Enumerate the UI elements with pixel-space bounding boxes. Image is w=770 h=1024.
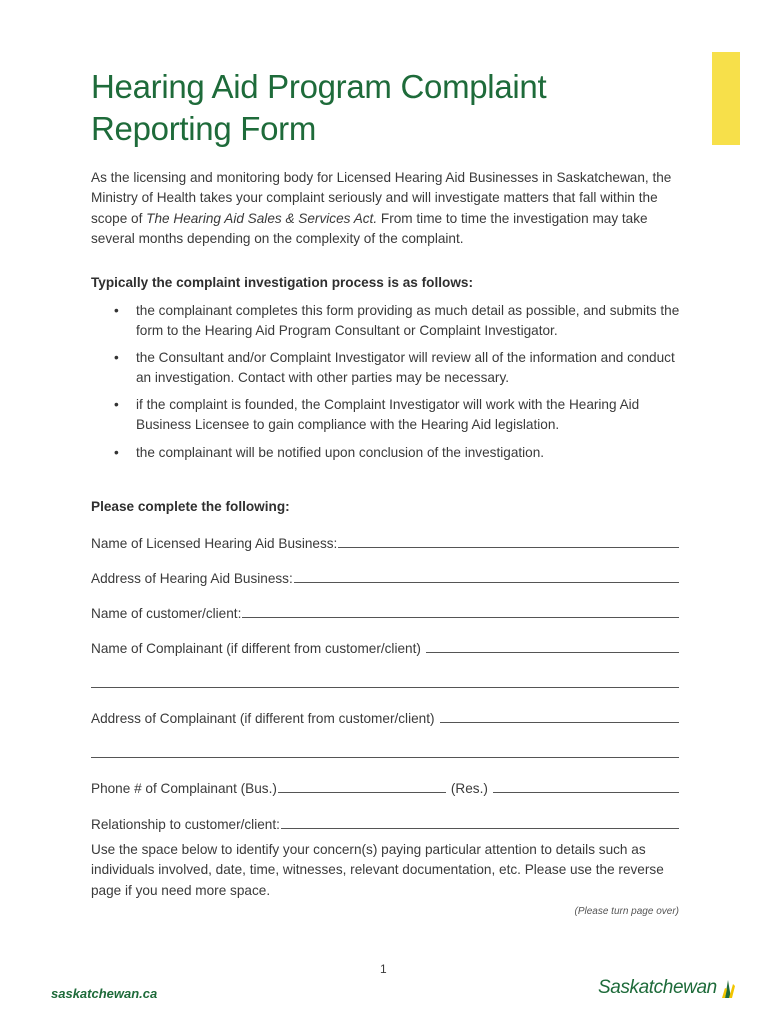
phone-res-input[interactable] bbox=[493, 779, 679, 793]
intro-text-start: As the licensing and monitoring body for Licensed Hearing Aid Businesses in Saskatchewan, the Ministry of Health takes your complaint seriously and will investigate matters that fall within the scope of bbox=[91, 170, 672, 226]
page-title: Hearing Aid Program Complaint Reporting Form bbox=[91, 68, 547, 147]
business-address-label: Address of Hearing Aid Business: bbox=[91, 571, 293, 586]
customer-name-label: Name of customer/client: bbox=[91, 606, 242, 621]
wheat-sheaf-icon bbox=[719, 976, 737, 1000]
complainant-name-label: Name of Complainant (if different from customer/client) bbox=[91, 641, 421, 656]
customer-name-input[interactable] bbox=[242, 604, 679, 618]
website-link[interactable]: saskatchewan.ca bbox=[51, 986, 158, 1001]
accent-bar bbox=[712, 52, 740, 145]
complainant-address-field bbox=[91, 709, 679, 726]
process-heading: Typically the complaint investigation process is as follows: bbox=[91, 275, 473, 290]
page-number: 1 bbox=[380, 962, 387, 976]
form-heading: Please complete the following: bbox=[91, 499, 290, 514]
business-address-field bbox=[91, 569, 679, 586]
business-name-label: Name of Licensed Hearing Aid Business: bbox=[91, 536, 338, 551]
relationship-field bbox=[91, 815, 679, 832]
customer-name-field bbox=[91, 604, 679, 621]
phone-bus-label: Phone # of Complainant (Bus.) bbox=[91, 781, 277, 796]
complainant-name-input[interactable] bbox=[426, 639, 679, 653]
concern-instructions: Use the space below to identify your concern(s) paying particular attention to details such as individuals involved, date, time, witnesses, relevant documentation, etc. Please use the reverse page if you need more space. bbox=[91, 842, 664, 898]
intro-text-end: From time to time the investigation may take several months depending on the complexity of the complaint. bbox=[91, 210, 648, 247]
complainant-name-field bbox=[91, 639, 679, 656]
logo-wordmark: Saskatchewan bbox=[598, 977, 717, 998]
relationship-input[interactable] bbox=[281, 815, 679, 829]
saskatchewan-logo bbox=[598, 976, 737, 1000]
complainant-name-extra-line[interactable] bbox=[91, 687, 679, 688]
business-address-input[interactable] bbox=[294, 569, 679, 583]
list-item: • the Consultant and/or Complaint Investigator will review all of the information and conduct an investigation. Contact with other parties may be necessary. bbox=[91, 348, 681, 387]
turn-page-note: (Please turn page over) bbox=[574, 906, 679, 917]
complainant-address-label: Address of Complainant (if different from customer/client) bbox=[91, 711, 435, 726]
list-item: • if the complaint is founded, the Complaint Investigator will work with the Hearing Aid Business Licensee to gain compliance with the Hearing Aid legislation. bbox=[91, 395, 681, 434]
business-name-field bbox=[91, 534, 679, 551]
act-name: The Hearing Aid Sales & Services Act. bbox=[146, 210, 378, 226]
list-item: • the complainant completes this form providing as much detail as possible, and submits the form to the Hearing Aid Program Consultant or Complaint Investigator. bbox=[91, 301, 681, 340]
list-item: • the complainant will be notified upon conclusion of the investigation. bbox=[91, 443, 681, 463]
phone-res-label: (Res.) bbox=[450, 781, 488, 796]
phone-field bbox=[91, 779, 679, 796]
process-list bbox=[91, 301, 681, 470]
business-name-input[interactable] bbox=[338, 534, 679, 548]
complainant-address-extra-line[interactable] bbox=[91, 757, 679, 758]
complainant-address-input[interactable] bbox=[440, 709, 679, 723]
relationship-label: Relationship to customer/client: bbox=[91, 817, 280, 832]
intro-paragraph bbox=[91, 168, 691, 250]
phone-bus-input[interactable] bbox=[278, 779, 446, 793]
